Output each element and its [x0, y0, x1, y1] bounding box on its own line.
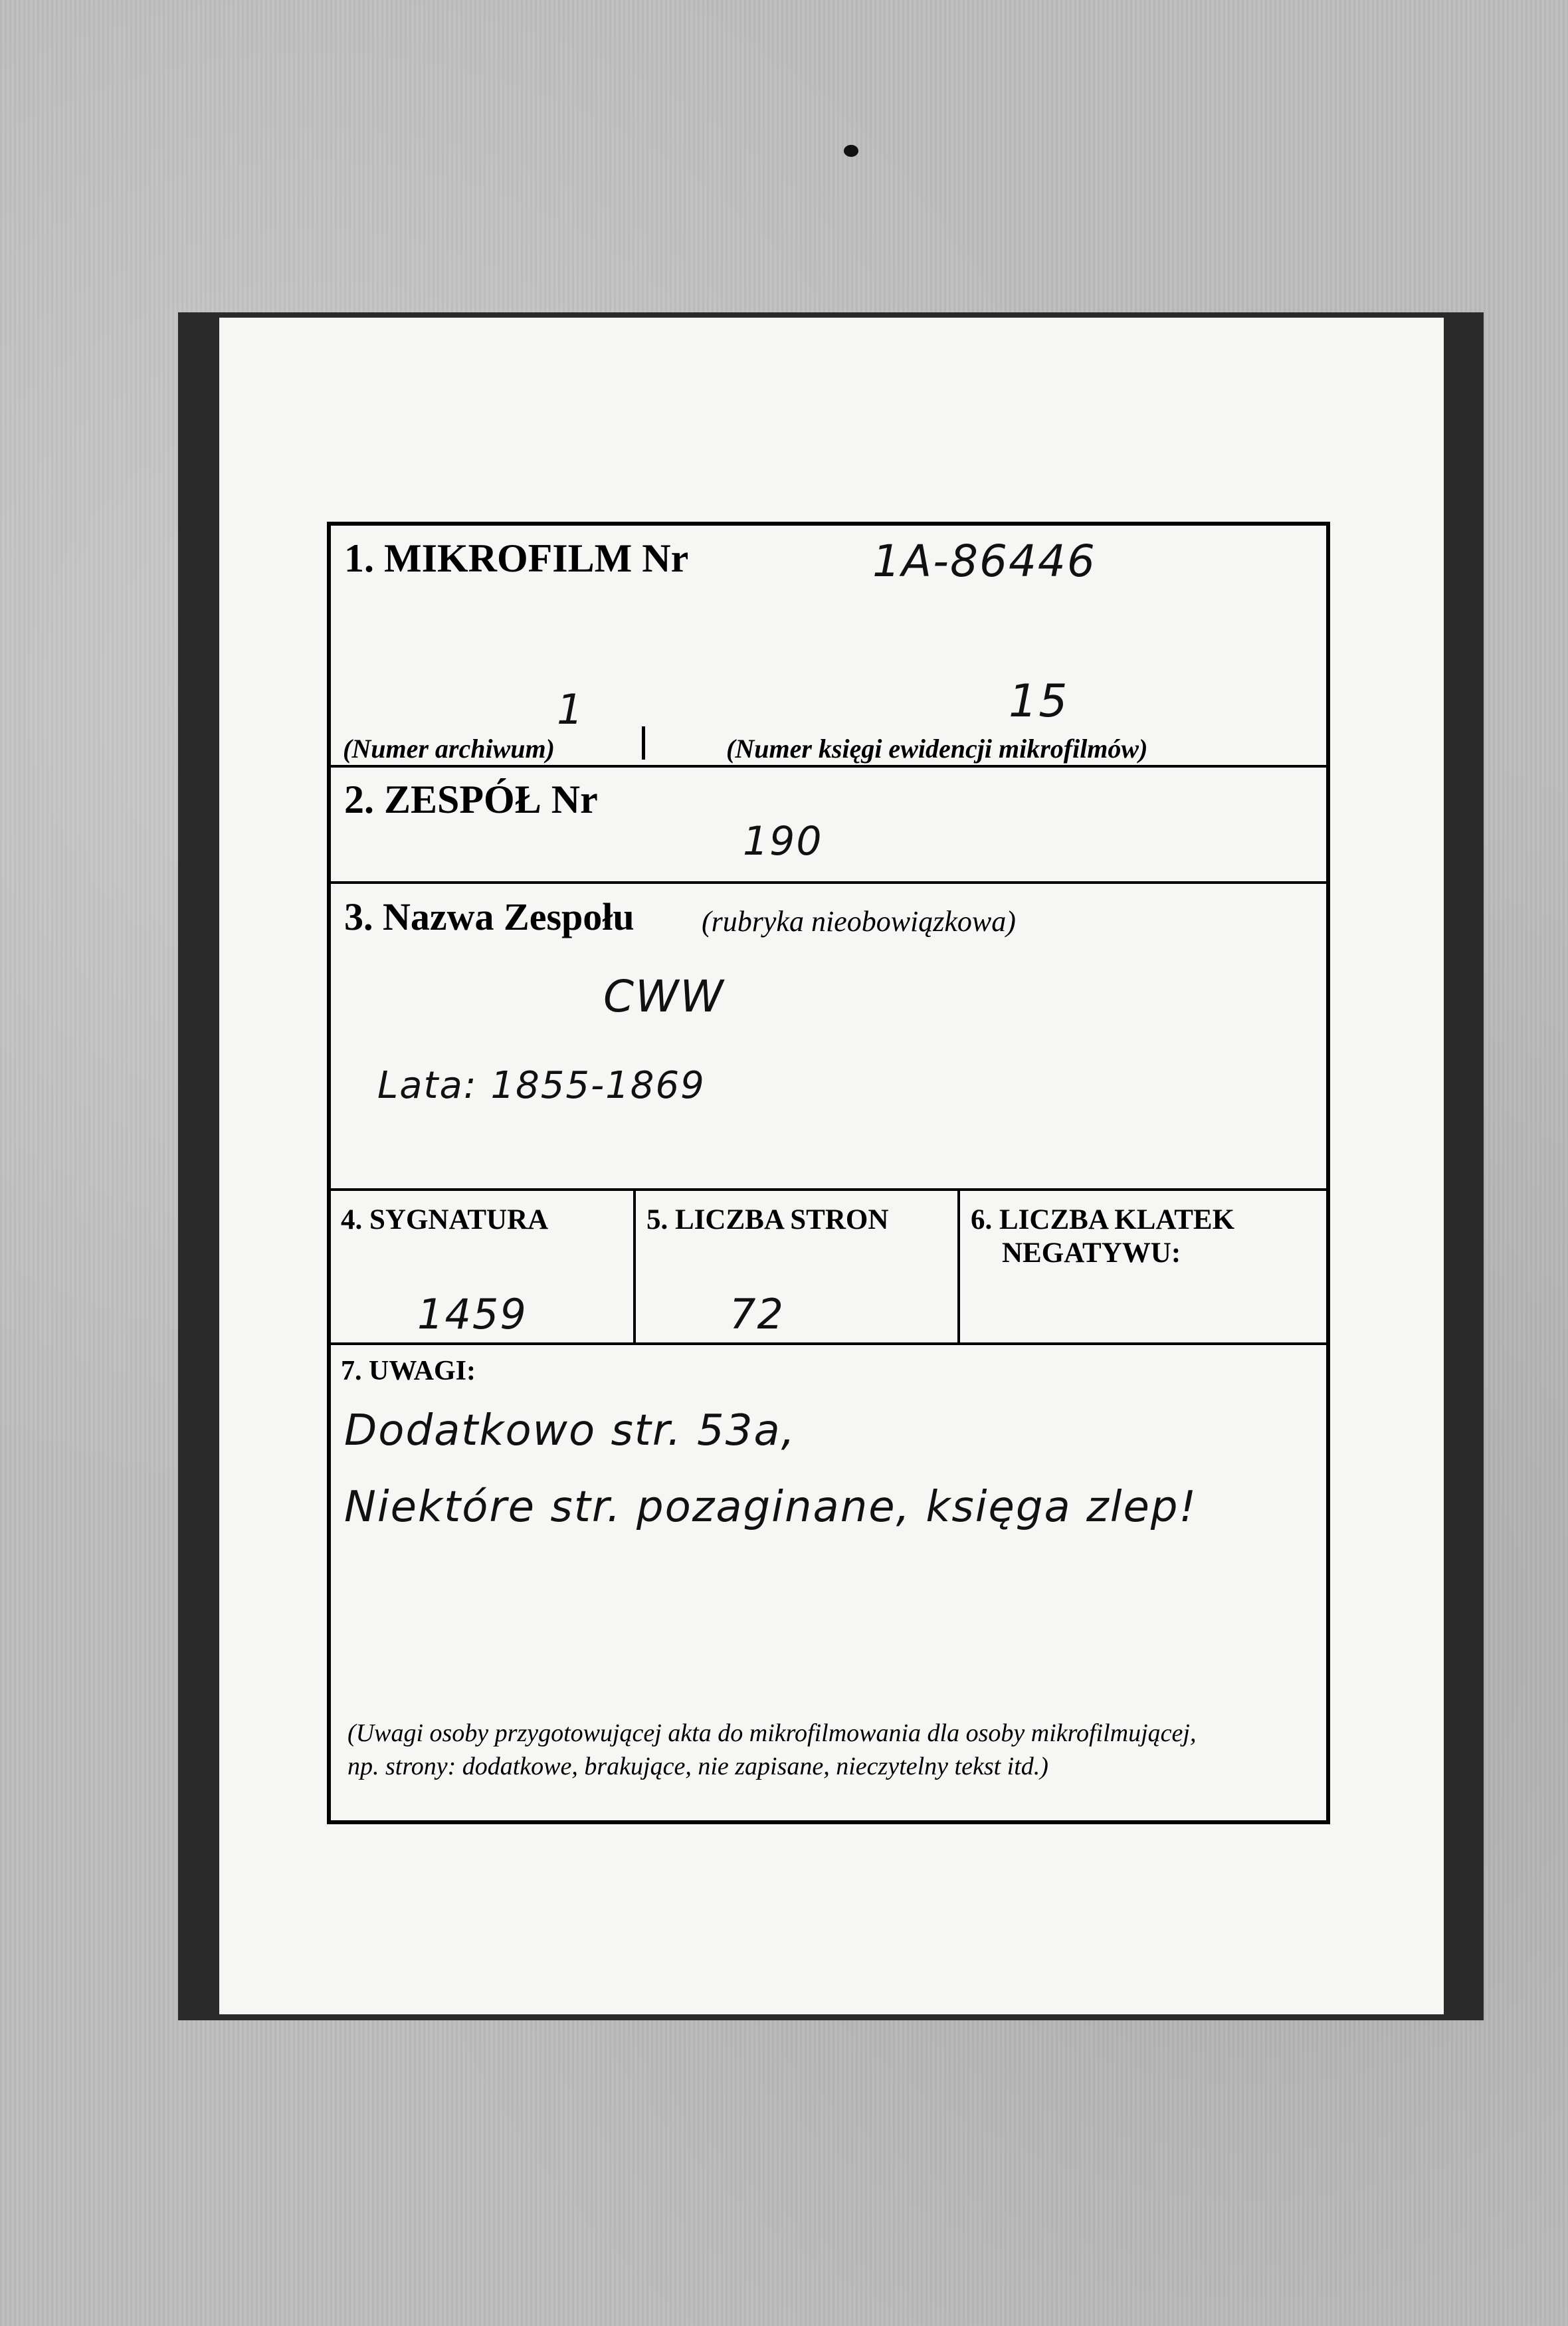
- remarks-line-2: Niektóre str. pozaginane, księga zlep!: [344, 1483, 1198, 1532]
- column-divider: [957, 1188, 960, 1342]
- fond-years-value: Lata: 1855-1869: [377, 1064, 706, 1107]
- signature-label: 4. SYGNATURA: [341, 1204, 549, 1235]
- section-divider: [331, 1188, 1326, 1191]
- microfilm-number-value: 1A-86446: [872, 536, 1096, 587]
- signature-value: 1459: [417, 1290, 528, 1338]
- frame-count-label-2: NEGATYWU:: [1002, 1237, 1181, 1269]
- section-divider: [331, 881, 1326, 884]
- remarks-footnote-2: np. strony: dodatkowe, brakujące, nie zapisane, nieczytelny tekst itd.): [347, 1752, 1048, 1780]
- fond-number-value: 190: [743, 818, 823, 865]
- remarks-footnote-1: (Uwagi osoby przygotowującej akta do mikrofilmowania dla osoby mikrofilmującej,: [347, 1719, 1197, 1747]
- archive-divider: [642, 726, 645, 760]
- fond-name-value: CWW: [603, 971, 725, 1022]
- registry-number-label: (Numer księgi ewidencji mikrofilmów): [726, 734, 1148, 764]
- film-speck: [844, 145, 858, 157]
- frame-count-label: 6. LICZBA KLATEK: [971, 1204, 1235, 1235]
- page-count-label: 5. LICZBA STRON: [646, 1204, 889, 1235]
- section-divider: [331, 1342, 1326, 1345]
- remarks-line-1: Dodatkowo str. 53a,: [344, 1406, 796, 1455]
- archive-number-value: 1: [557, 685, 585, 734]
- fond-name-label: 3. Nazwa Zespołu: [344, 895, 635, 938]
- remarks-label: 7. UWAGI:: [341, 1356, 476, 1386]
- registry-number-value: 15: [1009, 675, 1069, 728]
- section-divider: [331, 765, 1326, 768]
- microfilm-form: [327, 522, 1330, 1824]
- page-count-value: 72: [730, 1290, 785, 1338]
- fond-number-label: 2. ZESPÓŁ Nr: [344, 778, 598, 821]
- column-divider: [633, 1188, 636, 1342]
- archive-number-label: (Numer archiwum): [343, 734, 555, 764]
- fond-name-note: (rubryka nieobowiązkowa): [702, 905, 1016, 938]
- microfilm-number-label: 1. MIKROFILM Nr: [344, 536, 689, 580]
